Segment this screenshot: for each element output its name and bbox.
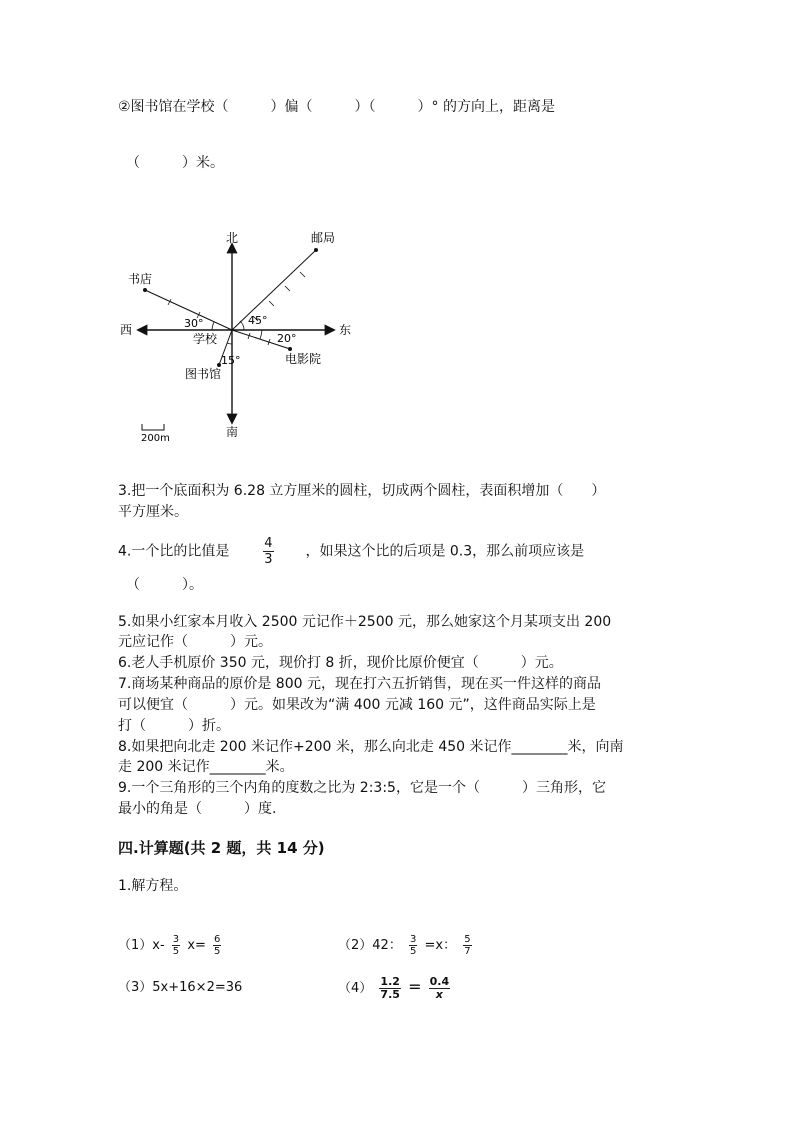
q9-line1: 9.一个三角形的三个内角的度数之比为 2:3:5，它是一个（ ）三角形，它 [118,780,606,796]
q4-frac-den: 3 [264,552,273,567]
eq2-frac1-den: 5 [409,946,417,957]
q2-part2-line1: ②图书馆在学校（ ）偏（ ）（ ）° 的方向上，距离是 [118,99,555,115]
eq1-frac2-num: 6 [214,934,221,945]
q8-line1: 8.如果把向北走 200 米记作+200 米，那么向北走 450 米记作________米，向南 [118,739,624,755]
bookstore-dot [143,288,147,292]
eq1-mid: x= [187,938,206,953]
equation-1 [118,934,224,957]
q4-frac-num: 4 [264,536,273,551]
eq2-mid: =x： [424,938,457,953]
eq4-frac1-num: 1.2 [380,975,400,988]
eq2-frac1-num: 3 [409,934,417,945]
angle-30-label: 30° [184,317,204,330]
cinema-dot [288,347,292,351]
eq2-label: （2）42： [338,938,402,953]
q8-line2: 走 200 米记作________米。 [118,759,294,775]
q2-part2-line2: （ ）米。 [126,155,224,171]
west-label: 西 [120,323,133,337]
q7-line3: 打（ ）折。 [118,718,230,734]
bookstore-ticks [168,299,200,318]
angle-arc-15 [227,343,232,344]
eq4-frac1 [379,976,401,1001]
eq1-label: （1）x- [118,938,165,953]
library-label: 图书馆 [185,367,222,381]
equation-2 [338,934,475,957]
q4-suffix: ，如果这个比的后项是 0.3，那么前项应该是 [305,543,585,560]
angle-arc-30 [212,322,214,330]
q5-line2: 元应记作（ ）元。 [118,634,272,650]
q7-line1: 7.商场某种商品的原价是 800 元，现在打六五折销售，现在买一件这样的商品 [118,676,601,692]
scale-bar [142,424,164,430]
post-office-ray [232,250,316,330]
q3-line2: 平方厘米。 [118,504,188,520]
q6-line: 6.老人手机原价 350 元，现价打 8 折，现价比原价便宜（ ）元。 [118,655,563,671]
eq1-frac1-den: 5 [172,946,180,957]
school-label: 学校 [193,332,218,346]
eq1-frac1 [172,934,180,957]
q4-line2: （ ）。 [126,577,203,593]
bookstore-label: 书店 [128,272,153,286]
eq4-equals: = [408,977,422,996]
angle-20-label: 20° [277,332,297,345]
q9-line2: 最小的角是（ ）度. [118,801,277,817]
q4-fraction [263,536,273,567]
q3-line1: 3.把一个底面积为 6.28 立方厘米的圆柱，切成两个圆柱，表面积增加（ ） [118,483,606,499]
eq2-frac2-num: 5 [464,934,471,945]
angle-45-label: 45° [248,314,268,327]
eq4-frac2-num: 0.4 [429,975,450,988]
solve-equations-title: 1.解方程。 [118,878,188,894]
angle-arc-20 [260,330,262,339]
eq2-frac2 [463,934,471,957]
eq1-frac2 [213,934,221,957]
equation-4 [338,976,453,1001]
q7-line2: 可以便宜（ ）元。如果改为“满 400 元减 160 元”，这件商品实际上是 [118,697,596,713]
angle-15-label: 15° [221,354,241,367]
eq4-frac2 [429,976,451,1001]
eq2-frac2-den: 7 [464,946,471,957]
equation-3: （3）5x+16×2=36 [118,980,243,995]
scale-label: 200m [141,433,170,444]
eq4-label: （4） [338,981,373,996]
eq1-frac2-den: 5 [214,946,221,957]
eq2-frac1 [409,934,417,957]
eq1-frac1-num: 3 [172,934,180,945]
north-label: 北 [226,231,239,245]
east-label: 东 [339,323,352,337]
eq4-frac1-den: 7.5 [380,988,400,1001]
compass-diagram [0,0,794,450]
cinema-label: 电影院 [285,352,322,366]
south-label: 南 [226,425,239,439]
post-office-dot [314,248,318,252]
q5-line1: 5.如果小红家本月收入 2500 元记作＋2500 元，那么她家这个月某项支出 200 [118,614,612,630]
post-office-label: 邮局 [311,231,336,245]
q4-prefix: 4.一个比的比值是 [118,543,230,560]
eq4-frac2-den: x [435,988,443,1001]
section4-title: 四.计算题(共 2 题，共 14 分) [118,839,325,857]
q4-line1 [118,536,584,567]
